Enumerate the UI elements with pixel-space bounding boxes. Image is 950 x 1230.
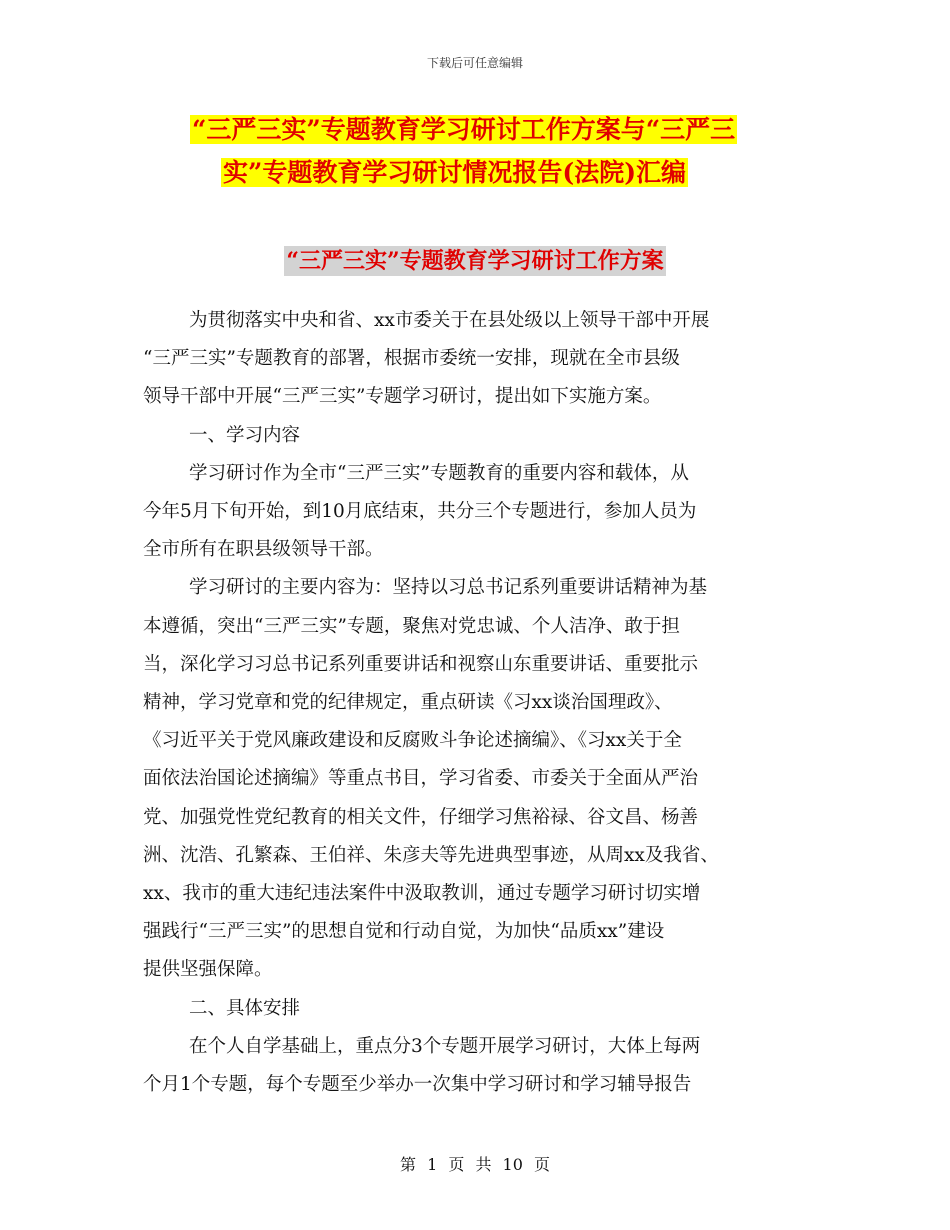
text-line: 面依法治国论述摘编》等重点书目，学习省委、市委关于全面从严治 xyxy=(143,768,699,790)
text-line: 二、具体安排 xyxy=(189,997,301,1019)
document-title-line-2 xyxy=(221,153,950,193)
section-title xyxy=(0,244,950,275)
title-highlight-1: “三严三实”专题教育学习研讨工作方案与“三严三 xyxy=(192,115,736,144)
text-line: 提供坚强保障。 xyxy=(143,959,273,981)
text-line: 洲、沈浩、孔繁森、王伯祥、朱彦夫等先进典型事迹，从周xx及我省、 xyxy=(143,844,719,866)
text-line: 领导干部中开展“三严三实”专题学习研讨，提出如下实施方案。 xyxy=(143,386,662,408)
text-line: 学习研讨作为全市“三严三实”专题教育的重要内容和载体，从 xyxy=(189,462,689,484)
text-line: xx、我市的重大违纪违法案件中汲取教训，通过专题学习研讨切实增 xyxy=(143,883,701,905)
text-line: 全市所有在职县级领导干部。 xyxy=(143,539,384,561)
title-highlight-2: 实”专题教育学习研讨情况报告(法院)汇编 xyxy=(223,158,687,187)
text-line: 个月1个专题，每个专题至少举办一次集中学习研讨和学习辅导报告 xyxy=(143,1074,692,1096)
text-line: 本遵循，突出“三严三实”专题，聚焦对党忠诚、个人洁净、敢于担 xyxy=(143,615,680,637)
text-line: 《习近平关于党风廉政建设和反腐败斗争论述摘编》、《习xx关于全 xyxy=(143,730,682,752)
text-line: 精神，学习党章和党的纪律规定，重点研读《习xx谈治国理政》、 xyxy=(143,692,673,714)
text-line: 学习研讨的主要内容为：坚持以习总书记系列重要讲话精神为基 xyxy=(189,577,708,599)
header-note: 下载后可任意编辑 xyxy=(426,56,523,70)
text-line: 党、加强党性党纪教育的相关文件，仔细学习焦裕禄、谷文昌、杨善 xyxy=(143,806,699,828)
page-footer: 第 1 页 共 10 页 xyxy=(400,1155,550,1174)
text-line: 今年5月下旬开始，到10月底结束，共分三个专题进行，参加人员为 xyxy=(143,501,697,523)
body-text xyxy=(143,302,808,1104)
text-line: 一、学习内容 xyxy=(189,424,301,446)
text-line: 当，深化学习习总书记系列重要讲话和视察山东重要讲话、重要批示 xyxy=(143,653,699,675)
text-line: 在个人自学基础上，重点分3个专题开展学习研讨，大体上每两 xyxy=(189,1035,701,1057)
text-line: 强践行“三严三实”的思想自觉和行动自觉，为加快“品质xx”建设 xyxy=(143,921,665,943)
section-title-text: “三严三实”专题教育学习研讨工作方案 xyxy=(286,248,664,274)
text-line: 为贯彻落实中央和省、xx市委关于在县处级以上领导干部中开展 xyxy=(189,310,710,331)
text-line: “三严三实”专题教育的部署，根据市委统一安排，现就在全市县级 xyxy=(143,348,680,370)
document-title-line-1 xyxy=(190,110,950,150)
